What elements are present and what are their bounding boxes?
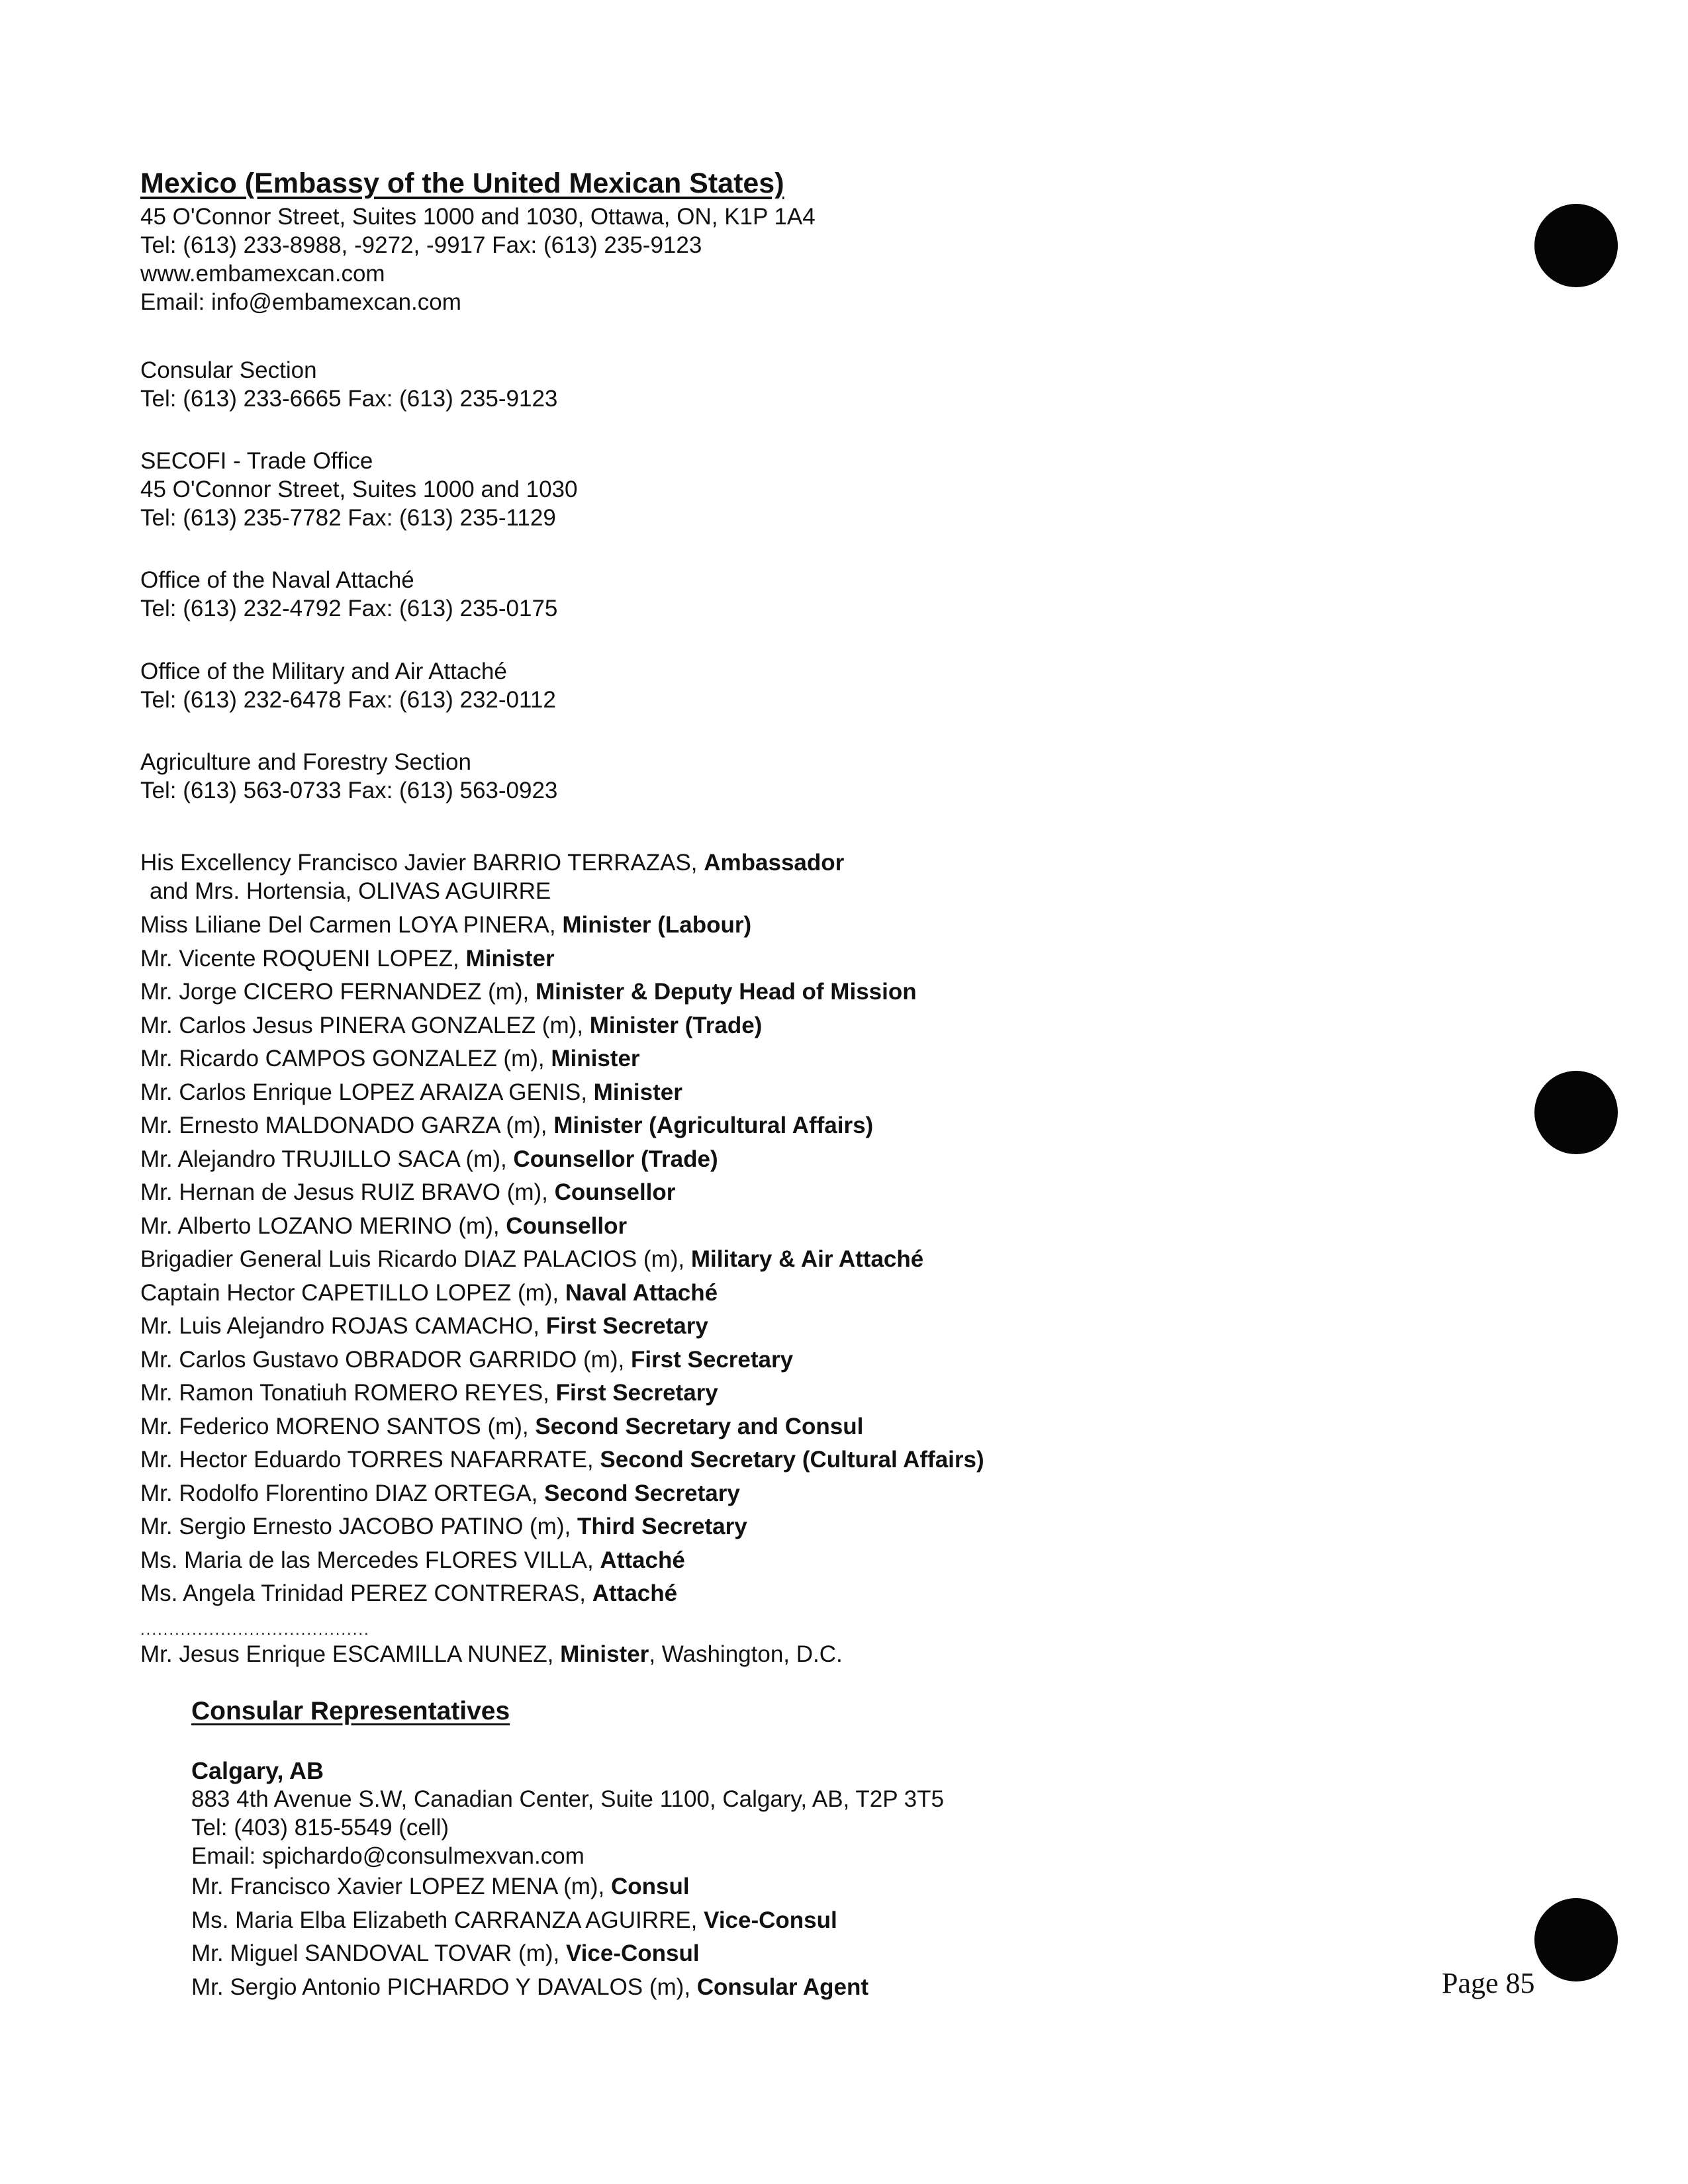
consular-address: 883 4th Avenue S.W, Canadian Center, Suite 1100, Calgary, AB, T2P 3T5	[191, 1786, 944, 1812]
embassy-title: Mexico (Embassy of the United Mexican States)	[140, 167, 784, 199]
list-item	[140, 976, 1398, 1009]
staff-list	[140, 909, 1398, 1611]
section-consular	[140, 356, 1398, 413]
embassy-website: www.embamexcan.com	[140, 261, 385, 287]
list-item	[191, 1870, 1449, 1904]
staff-role: First Secretary	[555, 1380, 718, 1406]
staff-role: Minister	[465, 945, 555, 972]
staff-role: Consular Agent	[696, 1974, 869, 2000]
section-phone: Tel: (613) 232-6478 Fax: (613) 232-0112	[140, 687, 556, 713]
staff-name: Mr. Alberto LOZANO MERINO (m),	[140, 1212, 506, 1239]
staff-name: Mr. Carlos Enrique LOPEZ ARAIZA GENIS,	[140, 1079, 594, 1105]
list-item	[140, 1176, 1398, 1210]
list-item	[191, 1971, 1449, 2005]
embassy-phone: Tel: (613) 233-8988, -9272, -9917 Fax: (613) 235-9123	[140, 232, 702, 258]
list-item	[140, 1076, 1398, 1110]
consular-title: Consular Representatives	[191, 1697, 510, 1725]
list-item	[140, 1544, 1398, 1578]
section-naval-attache	[140, 566, 1398, 623]
non-resident-entry	[140, 1640, 1398, 1668]
ambassador-role: Ambassador	[704, 850, 845, 876]
staff-name: Brigadier General Luis Ricardo DIAZ PALACIOS (m),	[140, 1246, 691, 1272]
staff-name: Mr. Federico MORENO SANTOS (m),	[140, 1413, 536, 1439]
list-item	[140, 942, 1398, 976]
consular-email: Email: spichardo@consulmexvan.com	[191, 1843, 585, 1869]
staff-name: Ms. Angela Trinidad PEREZ CONTRERAS,	[140, 1580, 592, 1606]
staff-role: First Secretary	[630, 1346, 794, 1373]
list-item	[140, 1377, 1398, 1410]
list-item	[140, 1510, 1398, 1544]
staff-role: Counsellor	[554, 1179, 676, 1205]
staff-name: Mr. Hector Eduardo TORRES NAFARRATE,	[140, 1447, 600, 1473]
staff-name: Mr. Ernesto MALDONADO GARZA (m),	[140, 1113, 554, 1138]
section-name: SECOFI - Trade Office	[140, 448, 373, 474]
list-item	[140, 1310, 1398, 1343]
binder-hole	[1534, 204, 1618, 287]
list-item	[140, 1210, 1398, 1244]
binder-hole	[1534, 1071, 1618, 1154]
embassy-header	[140, 167, 1398, 316]
staff-role: Counsellor (Trade)	[513, 1146, 718, 1172]
staff-role: Second Secretary	[544, 1480, 740, 1506]
non-resident-place: , Washington, D.C.	[649, 1641, 843, 1667]
staff-role: Attaché	[600, 1547, 685, 1573]
list-item	[140, 1577, 1398, 1611]
staff-name: Mr. Carlos Jesus PINERA GONZALEZ (m),	[140, 1012, 590, 1038]
list-item	[140, 1443, 1398, 1477]
staff-name: Mr. Sergio Ernesto JACOBO PATINO (m),	[140, 1514, 577, 1539]
staff-name: Mr. Francisco Xavier LOPEZ MENA (m),	[191, 1874, 611, 1899]
staff-role: Minister (Agricultural Affairs)	[553, 1113, 874, 1138]
staff-role: Vice-Consul	[565, 1940, 700, 1966]
consular-calgary	[191, 1756, 1449, 1870]
staff-role: Minister (Labour)	[562, 912, 752, 938]
staff-name: Mr. Sergio Antonio PICHARDO Y DAVALOS (m),	[191, 1974, 697, 2000]
section-name: Office of the Military and Air Attaché	[140, 659, 507, 684]
staff-name: Captain Hector CAPETILLO LOPEZ (m),	[140, 1279, 565, 1306]
staff-name: Mr. Luis Alejandro ROJAS CAMACHO,	[140, 1313, 546, 1339]
section-name: Consular Section	[140, 357, 317, 383]
staff-role: Second Secretary (Cultural Affairs)	[600, 1447, 984, 1473]
section-phone: Tel: (613) 235-7782 Fax: (613) 235-1129	[140, 505, 556, 531]
section-address: 45 O'Connor Street, Suites 1000 and 1030	[140, 477, 578, 502]
staff-name: Ms. Maria Elba Elizabeth CARRANZA AGUIRRE,	[191, 1907, 704, 1933]
staff-name: Mr. Carlos Gustavo OBRADOR GARRIDO (m),	[140, 1346, 631, 1373]
consular-phone: Tel: (403) 815-5549 (cell)	[191, 1815, 449, 1841]
staff-role: Attaché	[592, 1580, 678, 1606]
embassy-email: Email: info@embamexcan.com	[140, 289, 461, 315]
staff-name: Mr. Rodolfo Florentino DIAZ ORTEGA,	[140, 1480, 545, 1506]
staff-role: Naval Attaché	[565, 1279, 718, 1306]
list-item	[191, 1937, 1449, 1971]
staff-name: Mr. Hernan de Jesus RUIZ BRAVO (m),	[140, 1179, 555, 1205]
non-resident-name: Mr. Jesus Enrique ESCAMILLA NUNEZ,	[140, 1641, 561, 1667]
list-item	[140, 1410, 1398, 1444]
staff-name: Mr. Alejandro TRUJILLO SACA (m),	[140, 1146, 514, 1172]
consular-staff-list	[191, 1870, 1449, 2004]
list-item	[140, 1109, 1398, 1143]
staff-role: Second Secretary and Consul	[535, 1413, 864, 1439]
section-military-attache	[140, 657, 1398, 714]
ambassador-spouse: and Mrs. Hortensia, OLIVAS AGUIRRE	[150, 878, 551, 904]
staff-name: Miss Liliane Del Carmen LOYA PINERA,	[140, 912, 563, 938]
list-item	[140, 1143, 1398, 1177]
staff-role: Minister	[593, 1079, 682, 1105]
list-item	[191, 1904, 1449, 1938]
binder-hole	[1534, 1898, 1618, 1981]
section-agriculture	[140, 748, 1398, 805]
list-item	[140, 1277, 1398, 1310]
non-resident-role: Minister	[560, 1641, 649, 1667]
list-item	[140, 1009, 1398, 1043]
staff-name: Mr. Ramon Tonatiuh ROMERO REYES,	[140, 1380, 556, 1406]
list-item	[140, 909, 1398, 942]
staff-name: Mr. Jorge CICERO FERNANDEZ (m),	[140, 979, 536, 1005]
page-number: Page 85	[1442, 1967, 1535, 1999]
staff-name: Mr. Ricardo CAMPOS GONZALEZ (m),	[140, 1046, 551, 1071]
staff-role: Military & Air Attaché	[690, 1246, 924, 1272]
staff-role: First Secretary	[545, 1313, 708, 1339]
staff-name: Mr. Miguel SANDOVAL TOVAR (m),	[191, 1940, 566, 1966]
section-name: Office of the Naval Attaché	[140, 567, 414, 593]
consular-representatives	[191, 1696, 1449, 1727]
staff-name: Mr. Vicente ROQUENI LOPEZ,	[140, 945, 466, 972]
staff-role: Minister & Deputy Head of Mission	[535, 979, 917, 1005]
staff-role: Third Secretary	[577, 1514, 747, 1539]
list-item	[140, 1042, 1398, 1076]
list-item	[140, 1477, 1398, 1511]
staff-role: Minister	[551, 1046, 640, 1071]
ambassador-name: His Excellency Francisco Javier BARRIO TERRAZAS,	[140, 850, 704, 876]
list-item	[140, 1343, 1398, 1377]
staff-role: Vice-Consul	[704, 1907, 837, 1933]
staff-name: Ms. Maria de las Mercedes FLORES VILLA,	[140, 1547, 600, 1573]
dotted-separator: ........................................	[140, 1621, 370, 1639]
consular-city: Calgary, AB	[191, 1757, 324, 1784]
staff-role: Counsellor	[506, 1212, 628, 1239]
section-phone: Tel: (613) 232-4792 Fax: (613) 235-0175	[140, 596, 558, 621]
section-trade-office	[140, 447, 1398, 532]
list-item	[140, 1243, 1398, 1277]
embassy-address: 45 O'Connor Street, Suites 1000 and 1030, Ottawa, ON, K1P 1A4	[140, 204, 816, 230]
ambassador-entry	[140, 848, 1398, 905]
staff-role: Consul	[611, 1874, 690, 1899]
section-phone: Tel: (613) 563-0733 Fax: (613) 563-0923	[140, 778, 558, 803]
section-name: Agriculture and Forestry Section	[140, 749, 471, 775]
staff-role: Minister (Trade)	[589, 1012, 763, 1038]
section-phone: Tel: (613) 233-6665 Fax: (613) 235-9123	[140, 386, 558, 412]
